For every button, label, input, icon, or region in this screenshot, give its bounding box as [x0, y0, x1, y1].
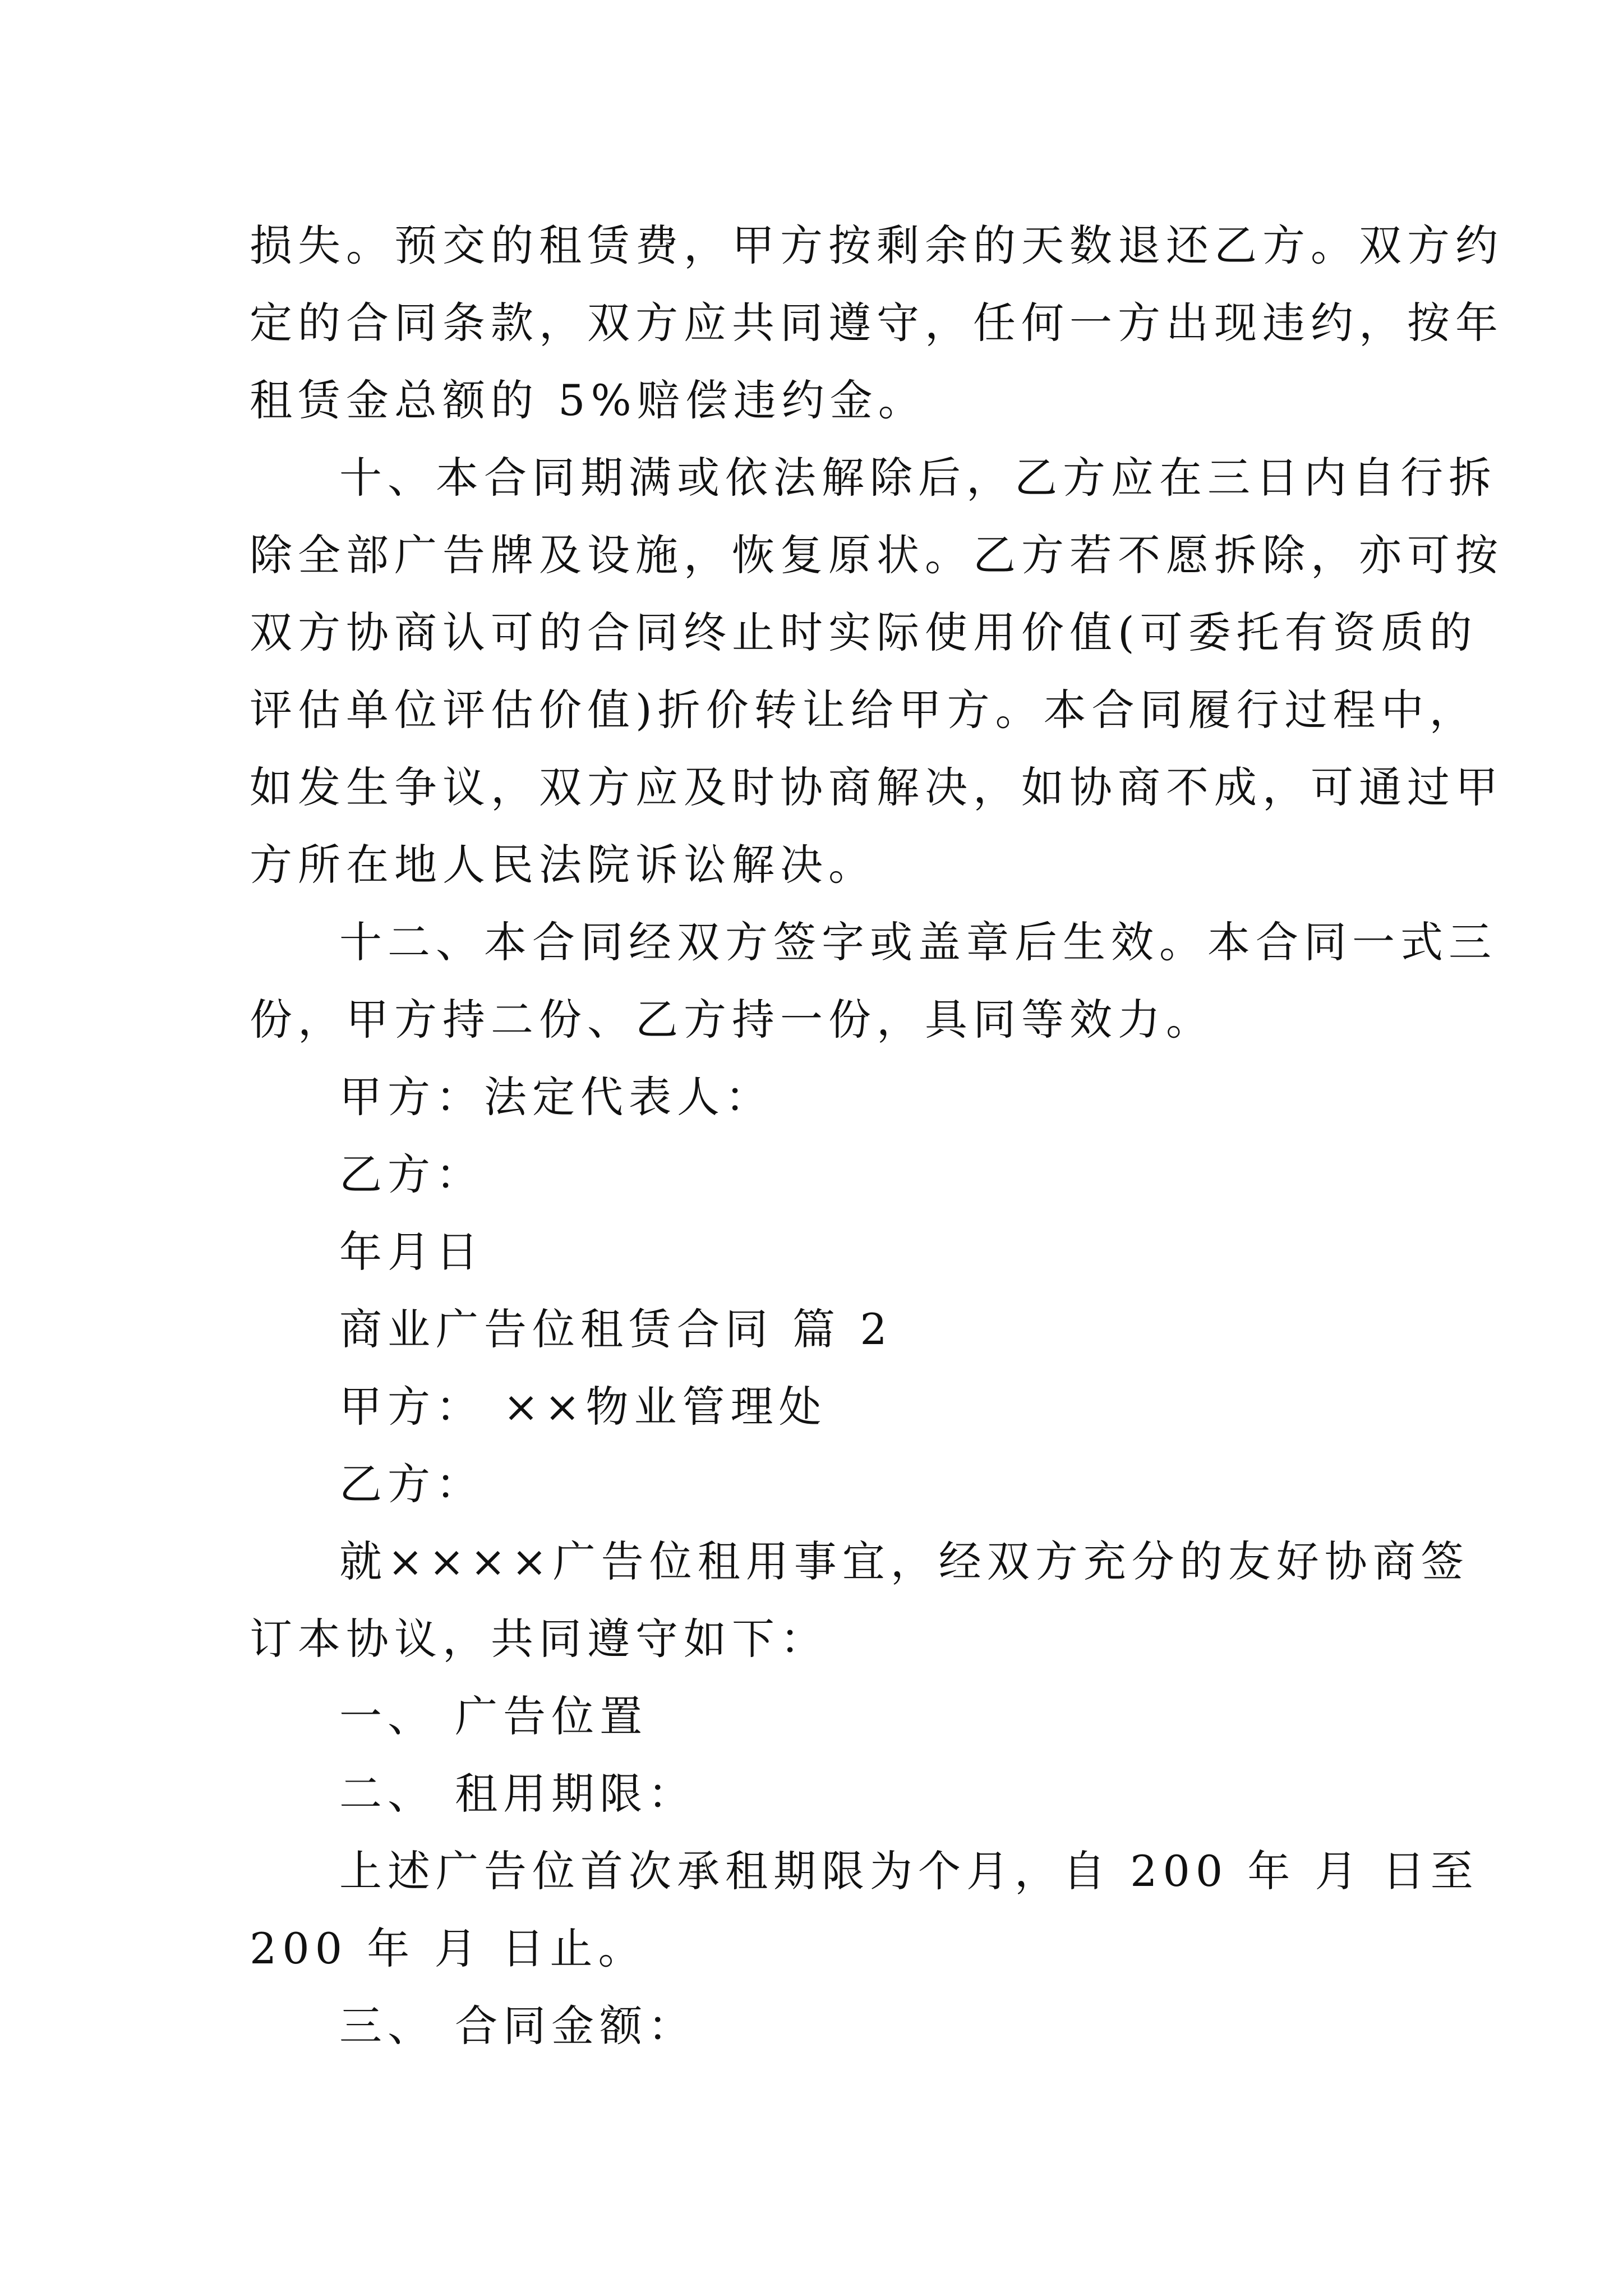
text-line: 定的合同条款，双方应共同遵守，任何一方出现违约，按年 — [250, 298, 1504, 348]
signature-party-a: 甲方：法定代表人： — [339, 1072, 773, 1122]
signature-date: 年月日 — [339, 1227, 484, 1277]
text-line: 评估单位评估价值)折价转让给甲方。本合同履行过程中， — [250, 685, 1478, 735]
section-title: 商业广告位租赁合同 篇 2 — [339, 1304, 893, 1354]
text-line: 上述广告位首次承租期限为个月，自 200 年 月 日至 — [339, 1846, 1479, 1896]
party-a-line: 甲方： ××物业管理处 — [339, 1382, 827, 1432]
text-line: 损失。预交的租赁费，甲方按剩余的天数退还乙方。双方约 — [250, 220, 1504, 270]
text-line: 双方协商认可的合同终止时实际使用价值(可委托有资质的 — [250, 608, 1478, 657]
clause-heading: 二、 租用期限： — [339, 1769, 697, 1819]
text-line: 200 年 月 日止。 — [250, 1924, 647, 1973]
text-line: 如发生争议，双方应及时协商解决，如协商不成，可通过甲 — [250, 762, 1504, 812]
clause-heading: 三、 合同金额： — [339, 2001, 697, 2051]
text-line: 除全部广告牌及设施，恢复原状。乙方若不愿拆除，亦可按 — [250, 530, 1504, 580]
text-line: 订本协议，共同遵守如下： — [250, 1614, 828, 1664]
text-line: 租赁金总额的 5%赔偿违约金。 — [250, 375, 926, 425]
clause-heading: 一、 广告位置 — [339, 1691, 648, 1741]
party-b-line: 乙方： — [339, 1459, 484, 1509]
text-line: 十二、本合同经双方签字或盖章后生效。本合同一式三 — [339, 917, 1497, 967]
signature-party-b: 乙方： — [339, 1149, 484, 1199]
text-line: 十、本合同期满或依法解除后，乙方应在三日内自行拆 — [339, 453, 1497, 503]
text-line: 就××××广告位租用事宜，经双方充分的友好协商签 — [339, 1536, 1469, 1586]
text-line: 份，甲方持二份、乙方持一份，具同等效力。 — [250, 995, 1214, 1045]
text-line: 方所在地人民法院诉讼解决。 — [250, 840, 877, 890]
